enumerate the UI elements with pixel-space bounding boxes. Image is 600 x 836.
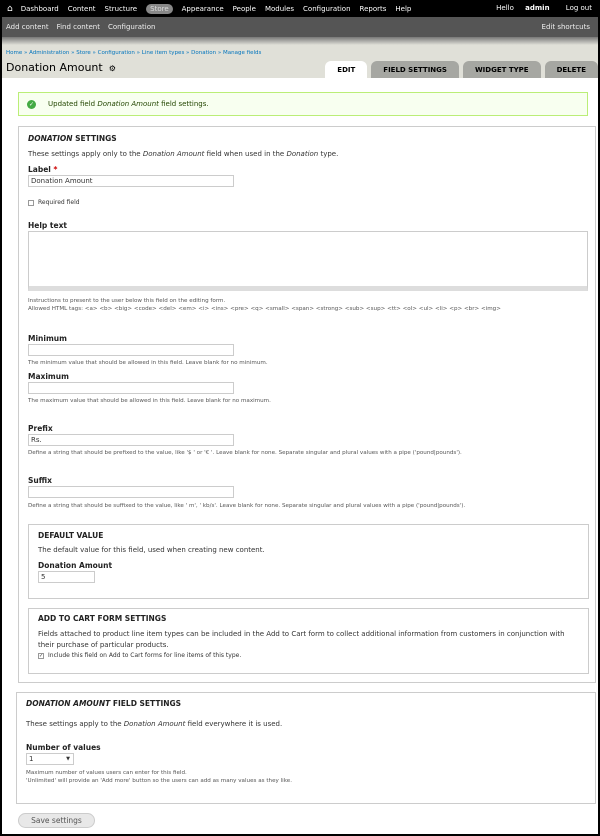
- tab-field-settings[interactable]: FIELD SETTINGS: [371, 61, 459, 78]
- maximum-input[interactable]: [28, 382, 234, 394]
- menu-dashboard[interactable]: Dashboard: [20, 4, 59, 13]
- menu-appearance[interactable]: Appearance: [181, 4, 224, 13]
- tab-edit[interactable]: EDIT: [325, 61, 367, 78]
- menu-configuration[interactable]: Configuration: [303, 4, 351, 13]
- menu-help[interactable]: Help: [395, 4, 412, 13]
- help-text-description: Instructions to present to the user below this field on the editing form. Allowed HTML tags: <a> <b> <big> <code> <del> <em> <i> <ins> <pre> <q> <small> <span> <strong> <sub> <sup> <tt> <ol> <ul> <li> <p> <br> <img>: [28, 298, 501, 312]
- page-header: [2, 45, 598, 78]
- add-to-cart-legend: ADD TO CART FORM SETTINGS: [38, 614, 167, 623]
- status-text: Updated field Donation Amount field settings.: [48, 100, 209, 108]
- page: [2, 0, 598, 834]
- include-add-to-cart-checkbox[interactable]: ✓ Include this field on Add to Cart forms for line items of this type.: [39, 652, 242, 659]
- username[interactable]: admin: [525, 4, 550, 12]
- gear-icon[interactable]: ⚙: [108, 64, 116, 73]
- prefix-input[interactable]: Rs.: [28, 434, 234, 446]
- fieldset-intro: These settings apply only to the Donation Amount field when used in the Donation type.: [28, 150, 339, 158]
- hello-text: Hello: [496, 4, 514, 12]
- add-to-cart-fieldset: [28, 608, 589, 674]
- maximum-description: The maximum value that should be allowed in this field. Leave blank for no maximum.: [28, 398, 271, 404]
- prefix-description: Define a string that should be prefixed to the value, like '$ ' or '€ '. Leave blank for none. Separate singular and plural values with a pipe ('pound|pounds').: [28, 450, 462, 456]
- suffix-input[interactable]: [28, 486, 234, 498]
- breadcrumb[interactable]: Home » Administration » Store » Configuration » Line item types » Donation » Manage fields: [6, 50, 262, 56]
- suffix-description: Define a string that should be suffixed to the value, like ' m', ' kb/s'. Leave blank for none. Separate singular and plural values with a pipe ('pound|pounds').: [28, 503, 466, 509]
- required-field-checkbox[interactable]: Required field: [28, 199, 80, 206]
- prefix-label: Prefix: [28, 424, 53, 433]
- field-settings-intro: These settings apply to the Donation Amount field everywhere it is used.: [26, 720, 283, 728]
- menu-reports[interactable]: Reports: [359, 4, 387, 13]
- number-of-values-description: Maximum number of values users can enter for this field. 'Unlimited' will provide an 'Add more' button so the users can add as many values as they like.: [26, 770, 292, 784]
- add-to-cart-description: Fields attached to product line item types can be included in the Add to Cart form to collect additional information from customers in conjunction with their purchase of particular products.: [38, 630, 565, 649]
- label-label: Label *: [28, 165, 58, 174]
- user-area: [496, 4, 592, 12]
- default-value-legend: DEFAULT VALUE: [38, 531, 104, 540]
- suffix-label: Suffix: [28, 476, 52, 485]
- check-icon: ✓: [28, 100, 35, 108]
- label-input[interactable]: Donation Amount: [28, 175, 234, 187]
- field-settings-fieldset: [16, 692, 596, 804]
- default-amount-label: Donation Amount: [38, 561, 113, 570]
- maximum-label: Maximum: [28, 372, 69, 381]
- help-text-textarea[interactable]: [28, 231, 588, 291]
- checkbox[interactable]: [28, 200, 34, 206]
- menu-store[interactable]: Store: [146, 4, 173, 14]
- tab-delete[interactable]: DELETE: [545, 61, 598, 78]
- logout-link[interactable]: Log out: [565, 4, 592, 12]
- shortcut-add-content[interactable]: Add content: [6, 23, 49, 31]
- menu-modules[interactable]: Modules: [264, 4, 295, 13]
- default-value-fieldset: [28, 524, 589, 599]
- menu-structure[interactable]: Structure: [104, 4, 138, 13]
- checkbox-checked[interactable]: ✓: [39, 652, 44, 659]
- minimum-description: The minimum value that should be allowed in this field. Leave blank for no minimum.: [28, 360, 268, 366]
- default-amount-input[interactable]: 5: [38, 571, 95, 583]
- home-icon[interactable]: ⌂: [7, 3, 13, 14]
- shortcut-bar: [2, 17, 598, 37]
- dropdown-arrow-icon: ▼: [66, 756, 70, 762]
- page-title-text: Donation Amount: [6, 61, 103, 74]
- minimum-input[interactable]: [28, 344, 234, 356]
- fieldset-legend: DONATION SETTINGS: [28, 134, 117, 143]
- help-text-label: Help text: [28, 221, 68, 230]
- tab-widget-type[interactable]: WIDGET TYPE: [463, 61, 541, 78]
- menu-people[interactable]: People: [232, 4, 256, 13]
- menu-content[interactable]: Content: [67, 4, 96, 13]
- edit-shortcuts-link[interactable]: Edit shortcuts: [541, 23, 590, 31]
- admin-toolbar: [2, 0, 598, 17]
- instance-settings-fieldset: [18, 126, 596, 683]
- shortcut-configuration[interactable]: Configuration: [107, 23, 156, 31]
- field-settings-legend: DONATION AMOUNT FIELD SETTINGS: [26, 699, 182, 708]
- page-title: [6, 61, 116, 74]
- tabs: [321, 61, 598, 78]
- status-message: [18, 92, 588, 116]
- save-settings-button[interactable]: Save settings: [18, 813, 95, 828]
- number-of-values-label: Number of values: [26, 743, 101, 752]
- divider: [2, 37, 598, 45]
- number-of-values-select[interactable]: 1 ▼: [26, 753, 74, 765]
- shortcut-find-content[interactable]: Find content: [56, 23, 100, 31]
- default-value-description: The default value for this field, used when creating new content.: [38, 546, 265, 554]
- minimum-label: Minimum: [28, 334, 67, 343]
